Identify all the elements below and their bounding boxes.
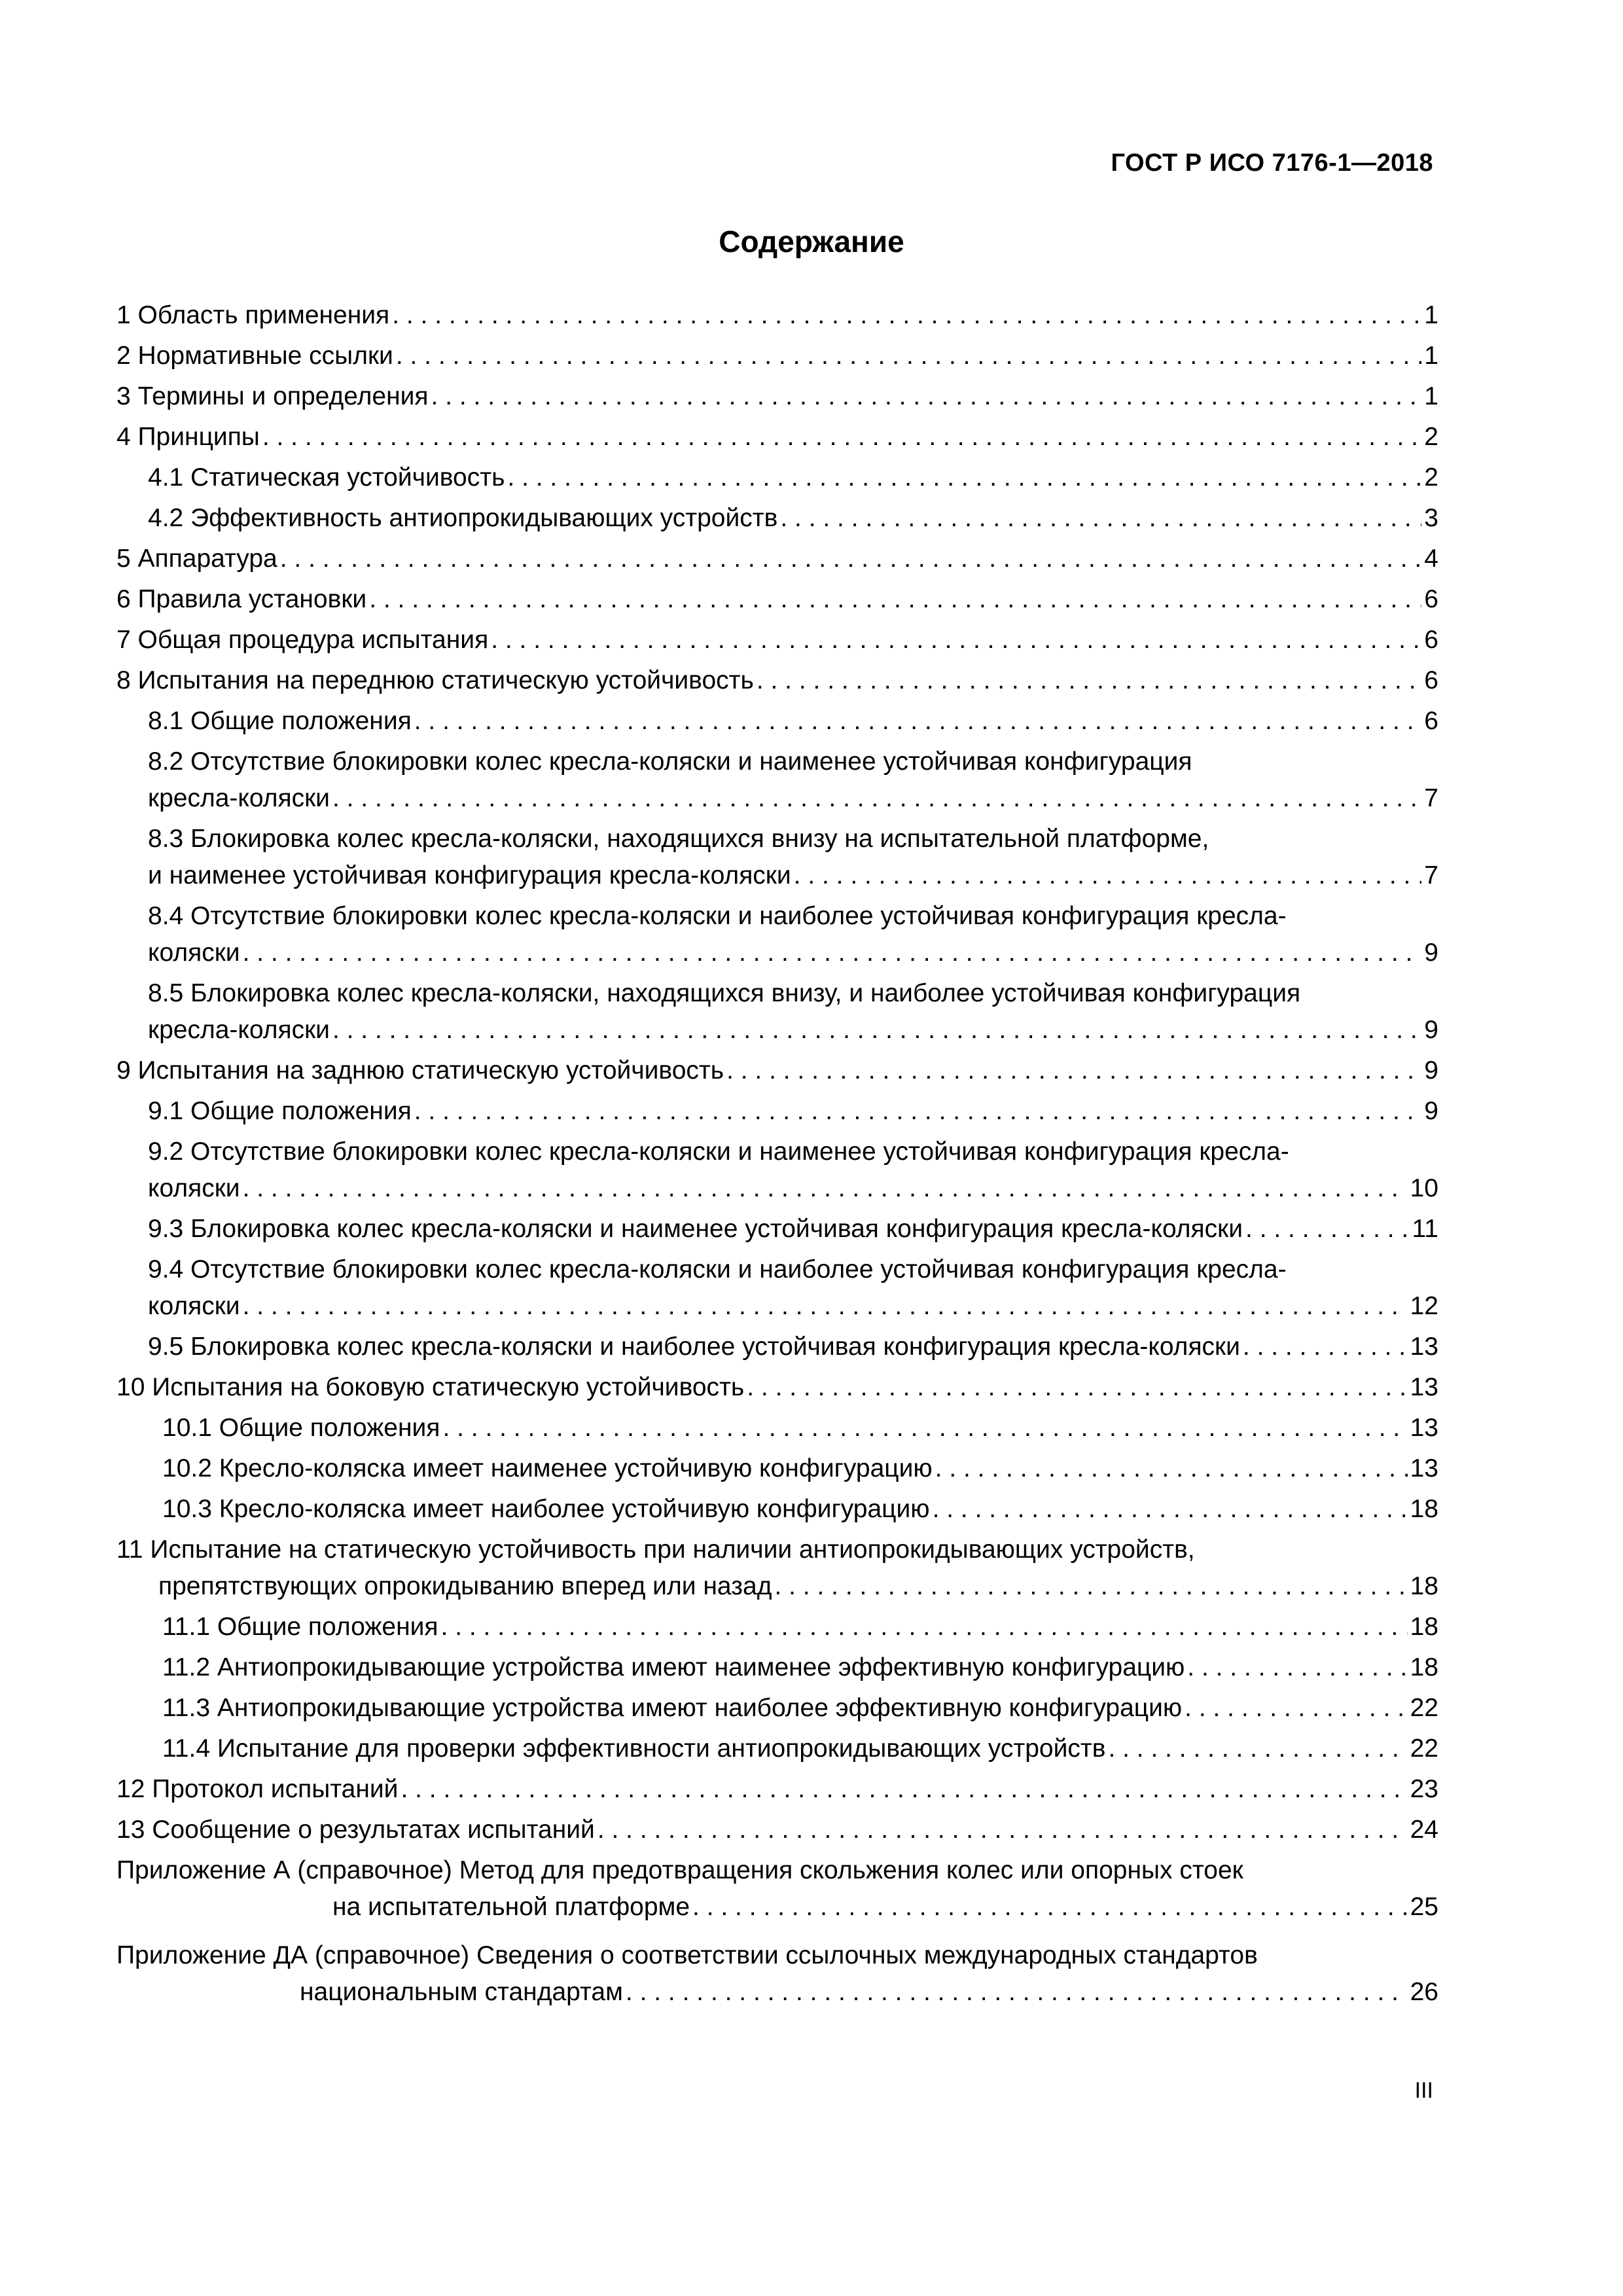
leader-dots [780, 500, 1421, 537]
toc-entry-heading: 9.2 Отсутствие блокировки колес кресла-коляски и наименее устойчивая конфигурация кресла- [148, 1138, 1289, 1166]
toc-entry-text: кресла-коляски [148, 1016, 330, 1044]
toc-page-number: 4 [1424, 545, 1438, 573]
toc-entry-text: 9.3 Блокировка колес кресла-коляски и наименее устойчивая конфигурация кресла-коляски [148, 1215, 1243, 1243]
toc-page-number: 13 [1410, 1333, 1438, 1361]
leader-dots [401, 1771, 1407, 1808]
leader-dots [757, 662, 1421, 699]
toc-entry-11[interactable] [116, 1532, 1438, 1605]
toc-entry-8[interactable] [116, 662, 1438, 699]
toc-title: Содержание [719, 224, 904, 259]
toc-entry-11-3[interactable] [116, 1690, 1438, 1727]
toc-entry-text: 4.1 Статическая устойчивость [148, 463, 505, 492]
toc-entry-heading: 8.2 Отсутствие блокировки колес кресла-коляски и наименее устойчивая конфигурация [148, 747, 1192, 776]
toc-page-number: 18 [1410, 1613, 1438, 1641]
leader-dots [332, 1012, 1421, 1049]
leader-dots [747, 1369, 1407, 1406]
toc-entry-text: 12 Протокол испытаний [116, 1775, 399, 1803]
toc-page-number: 11 [1412, 1215, 1438, 1243]
toc-entry-text: 8 Испытания на переднюю статическую устойчивость [116, 666, 754, 694]
toc-page-number: 10 [1410, 1174, 1438, 1202]
toc-entry-appendix-da[interactable] [116, 1937, 1438, 2011]
leader-dots [414, 1093, 1422, 1130]
leader-dots [442, 1410, 1407, 1446]
toc-entry-text: 9.5 Блокировка колес кресла-коляски и наиболее устойчивая конфигурация кресла-коляски [148, 1333, 1240, 1361]
toc-entry-text: 3 Термины и определения [116, 382, 429, 410]
toc-entry-text: 7 Общая процедура испытания [116, 626, 489, 654]
toc-page-number: 18 [1410, 1495, 1438, 1523]
toc-entry-6[interactable] [116, 581, 1438, 618]
leader-dots [933, 1491, 1408, 1528]
toc-page-number: 13 [1410, 1454, 1438, 1482]
toc-page-number: 2 [1424, 423, 1438, 451]
toc-entry-text: 4.2 Эффективность антиопрокидывающих устройств [148, 504, 778, 532]
leader-dots [332, 780, 1421, 817]
toc-entry-heading: Приложение А (справочное) Метод для предотвращения скольжения колес или опорных стоек [116, 1856, 1243, 1884]
toc-entry-text: и наименее устойчивая конфигурация кресла-коляски [148, 861, 791, 889]
toc-entry-text: 11.3 Антиопрокидывающие устройства имеют наиболее эффективную конфигурацию [162, 1694, 1183, 1722]
leader-dots [597, 1812, 1408, 1848]
toc-entry-11-2[interactable] [116, 1649, 1438, 1686]
toc-entry-text: 11.2 Антиопрокидывающие устройства имеют наименее эффективную конфигурацию [162, 1653, 1185, 1681]
leader-dots [431, 378, 1422, 415]
leader-dots [1187, 1649, 1407, 1686]
toc-entry-4-2[interactable] [116, 500, 1438, 537]
toc-page-number: 9 [1424, 1097, 1438, 1125]
toc-page-number: 9 [1424, 1016, 1438, 1044]
toc-entry-10-1[interactable] [116, 1410, 1438, 1446]
toc-entry-text: 8.1 Общие положения [148, 707, 412, 735]
toc-page-number: 6 [1424, 585, 1438, 613]
toc-page-number: 13 [1410, 1414, 1438, 1442]
leader-dots [392, 297, 1421, 334]
toc-entry-text: 9.1 Общие положения [148, 1097, 412, 1125]
toc-page-number: 24 [1410, 1816, 1438, 1844]
toc-entry-4-1[interactable] [116, 459, 1438, 496]
leader-dots [1185, 1690, 1407, 1727]
toc-entry-9[interactable] [116, 1052, 1438, 1089]
toc-entry-8-3[interactable] [116, 821, 1438, 894]
toc-entry-10-2[interactable] [116, 1450, 1438, 1487]
toc-page-number: 9 [1424, 939, 1438, 967]
leader-dots [243, 1288, 1408, 1325]
toc-entry-1[interactable] [116, 297, 1438, 334]
toc-entry-10[interactable] [116, 1369, 1438, 1406]
toc-entry-appendix-a[interactable] [116, 1852, 1438, 1926]
toc-entry-text: 10.2 Кресло-коляска имеет наименее устойчивую конфигурацию [162, 1454, 933, 1482]
toc-page-number: 6 [1424, 626, 1438, 654]
leader-dots [243, 935, 1422, 971]
toc-entry-5[interactable] [116, 541, 1438, 577]
toc-entry-text: 10.3 Кресло-коляска имеет наиболее устойчивую конфигурацию [162, 1495, 930, 1523]
toc-page-number: 7 [1424, 861, 1438, 889]
toc-page-number: 7 [1424, 784, 1438, 812]
toc-entry-8-2[interactable] [116, 744, 1438, 817]
toc-entry-10-3[interactable] [116, 1491, 1438, 1528]
toc-entry-text: 4 Принципы [116, 423, 260, 451]
toc-entry-3[interactable] [116, 378, 1438, 415]
toc-entry-heading: 9.4 Отсутствие блокировки колес кресла-коляски и наиболее устойчивая конфигурация кресла- [148, 1255, 1287, 1283]
toc-entry-9-3[interactable] [116, 1211, 1438, 1247]
toc-entry-text: 1 Область применения [116, 301, 390, 329]
leader-dots [774, 1568, 1407, 1605]
toc-entry-heading: Приложение ДА (справочное) Сведения о соответствии ссылочных международных стандартов [116, 1941, 1258, 1969]
toc-entry-9-4[interactable] [116, 1251, 1438, 1325]
toc-entry-9-1[interactable] [116, 1093, 1438, 1130]
leader-dots [1108, 1731, 1407, 1767]
toc-entry-text: препятствующих опрокидыванию вперед или назад [158, 1572, 772, 1600]
toc-entry-11-4[interactable] [116, 1731, 1438, 1767]
toc-page-number: 18 [1410, 1572, 1438, 1600]
toc-page-number: 12 [1410, 1292, 1438, 1320]
leader-dots [794, 857, 1422, 894]
toc-page-number: 13 [1410, 1373, 1438, 1401]
leader-dots [626, 1974, 1408, 2011]
toc-page-number: 25 [1410, 1893, 1438, 1921]
toc-page-number: 2 [1424, 463, 1438, 492]
leader-dots [1243, 1329, 1408, 1365]
toc-entry-heading: 8.4 Отсутствие блокировки колес кресла-коляски и наиболее устойчивая конфигурация кресла- [148, 902, 1287, 930]
toc-page-number: 18 [1410, 1653, 1438, 1681]
toc-entry-text: 13 Сообщение о результатах испытаний [116, 1816, 595, 1844]
toc-entry-8-4[interactable] [116, 898, 1438, 971]
leader-dots [441, 1609, 1408, 1645]
toc-page-number: 3 [1424, 504, 1438, 532]
toc-entry-12[interactable] [116, 1771, 1438, 1808]
toc-entry-text: 6 Правила установки [116, 585, 367, 613]
page-number: III [1414, 2078, 1433, 2103]
toc-entry-text: 2 Нормативные ссылки [116, 342, 393, 370]
leader-dots [262, 419, 1421, 456]
leader-dots [243, 1170, 1408, 1207]
leader-dots [369, 581, 1421, 618]
toc-entry-9-5[interactable] [116, 1329, 1438, 1365]
toc-entry-text: коляски [148, 939, 240, 967]
leader-dots [692, 1889, 1408, 1926]
document-id: ГОСТ Р ИСО 7176-1—2018 [1111, 149, 1433, 177]
toc-entry-4[interactable] [116, 419, 1438, 456]
leader-dots [280, 541, 1422, 577]
toc-page-number: 22 [1410, 1734, 1438, 1763]
toc-entry-text: на испытательной платформе [332, 1893, 690, 1921]
toc-entry-heading: 8.3 Блокировка колес кресла-коляски, находящихся внизу на испытательной платформе, [148, 825, 1209, 853]
toc-page-number: 26 [1410, 1978, 1438, 2006]
toc-entry-text: 10.1 Общие положения [162, 1414, 440, 1442]
toc-entry-9-2[interactable] [116, 1134, 1438, 1207]
toc-entry-text: кресла-коляски [148, 784, 330, 812]
toc-entry-11-1[interactable] [116, 1609, 1438, 1645]
toc-page-number: 23 [1410, 1775, 1438, 1803]
leader-dots [396, 338, 1421, 374]
toc-page-number: 6 [1424, 666, 1438, 694]
toc-entry-text: 11.4 Испытание для проверки эффективности антиопрокидывающих устройств [162, 1734, 1106, 1763]
leader-dots [414, 703, 1422, 740]
leader-dots [935, 1450, 1408, 1487]
toc-page-number: 6 [1424, 707, 1438, 735]
toc-entry-text: коляски [148, 1292, 240, 1320]
toc-entry-text: 10 Испытания на боковую статическую устойчивость [116, 1373, 745, 1401]
toc-entry-2[interactable] [116, 338, 1438, 374]
toc-entry-8-5[interactable] [116, 975, 1438, 1049]
toc-entry-text: национальным стандартам [300, 1978, 623, 2006]
toc-page-number: 1 [1424, 301, 1438, 329]
toc-page-number: 22 [1410, 1694, 1438, 1722]
leader-dots [491, 622, 1421, 658]
toc-entry-8-1[interactable] [116, 703, 1438, 740]
toc-entry-7[interactable] [116, 622, 1438, 658]
toc-entry-text: коляски [148, 1174, 240, 1202]
toc-entry-heading: 11 Испытание на статическую устойчивость при наличии антиопрокидывающих устройств, [116, 1535, 1195, 1564]
toc-page-number: 1 [1424, 382, 1438, 410]
table-of-contents [116, 297, 1438, 2015]
toc-entry-text: 9 Испытания на заднюю статическую устойчивость [116, 1056, 724, 1085]
toc-page-number: 9 [1424, 1056, 1438, 1085]
leader-dots [1245, 1211, 1409, 1247]
toc-entry-heading: 8.5 Блокировка колес кресла-коляски, находящихся внизу, и наиболее устойчивая конфигурация [148, 979, 1301, 1007]
toc-entry-13[interactable] [116, 1812, 1438, 1848]
toc-entry-text: 11.1 Общие положения [162, 1613, 438, 1641]
toc-page-number: 1 [1424, 342, 1438, 370]
leader-dots [507, 459, 1421, 496]
toc-entry-text: 5 Аппаратура [116, 545, 277, 573]
leader-dots [726, 1052, 1421, 1089]
